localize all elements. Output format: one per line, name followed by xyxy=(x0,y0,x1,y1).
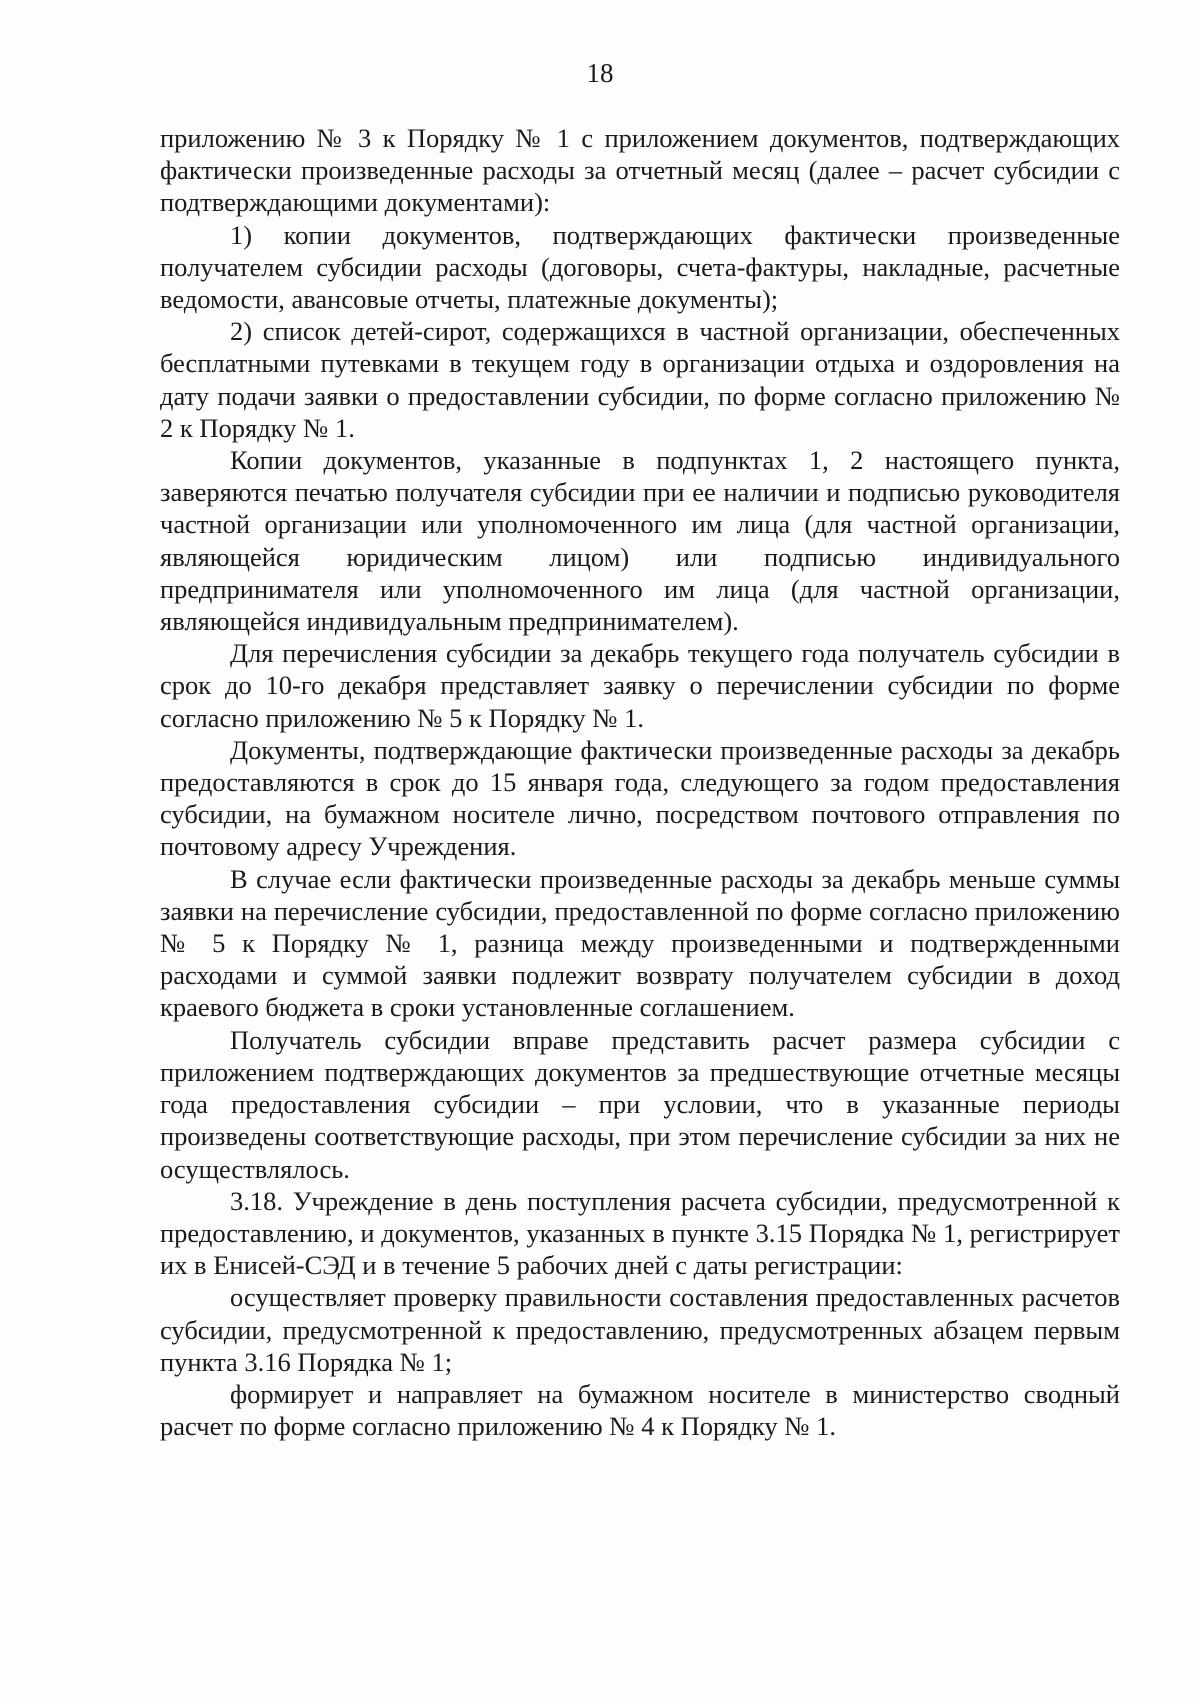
page-number: 18 xyxy=(586,58,614,88)
paragraph-section-3-18: 3.18. Учреждение в день поступления расчета субсидии, предусмотренной к предоставлению, и документов, указанных в пункте 3.15 Порядка № 1, регистрирует их в Енисей-СЭД и в течение 5 рабочих дней с даты регистрации: xyxy=(160,1185,1120,1281)
paragraph-item-1: 1) копии документов, подтверждающих фактически произведенные получателем субсидии расходы (договоры, счета-фактуры, накладные, расчетные ведомости, авансовые отчеты, платежные документы); xyxy=(160,219,1120,315)
paragraph-previous-months: Получатель субсидии вправе представить расчет размера субсидии с приложением подтверждающих документов за предшествующие отчетные месяцы года предоставления субсидии – при условии, что в указанные периоды произведены соответствующие расходы, при этом перечисление субсидии за них не осуществлялось. xyxy=(160,1024,1120,1184)
paragraph-december-transfer: Для перечисления субсидии за декабрь текущего года получатель субсидии в срок до 10-го декабря представляет заявку о перечислении субсидии по форме согласно приложению № 5 к Порядку № 1. xyxy=(160,638,1120,733)
paragraph-copies: Копии документов, указанные в подпунктах 1, 2 настоящего пункта, заверяются печатью получателя субсидии при ее наличии и подписью руководителя частной организации или уполномоченного им лица (для частной организации, являющейся юридическим лицом) или подписью индивидуального предпринимателя или уполномоченного им лица (для частной организации, являющейся индивидуальным предпринимателем). xyxy=(160,445,1120,637)
paragraph-summary: формирует и направляет на бумажном носителе в министерство сводный расчет по форме согласно приложению № 4 к Порядку № 1. xyxy=(160,1378,1120,1442)
paragraph-december-documents: Документы, подтверждающие фактически произведенные расходы за декабрь предоставляются в срок до 15 января года, следующего за годом предоставления субсидии, на бумажном носителе лично, посредством почтового отправления по почтовому адресу Учреждения. xyxy=(160,734,1120,862)
paragraph-item-2: 2) список детей-сирот, содержащихся в частной организации, обеспеченных бесплатными путевками в текущем году в организации отдыха и оздоровления на дату подачи заявки о предоставлении субсидии, по форме согласно приложению № 2 к Порядку № 1. xyxy=(160,316,1120,443)
paragraph-continuation: приложению № 3 к Порядку № 1 с приложением документов, подтверждающих фактически произведенные расходы за отчетный месяц (далее – расчет субсидии с подтверждающими документами): xyxy=(160,123,1120,218)
paragraph-check: осуществляет проверку правильности составления предоставленных расчетов субсидии, предусмотренной к предоставлению, предусмотренных абзацем первым пункта 3.16 Порядка № 1; xyxy=(160,1282,1120,1377)
document-body xyxy=(160,122,1120,1442)
paragraph-refund: В случае если фактически произведенные расходы за декабрь меньше суммы заявки на перечисление субсидии, предоставленной по форме согласно приложению № 5 к Порядку № 1, разница между произведенными и подтвержденными расходами и суммой заявки подлежит возврату получателем субсидии в доход краевого бюджета в сроки установленные соглашением. xyxy=(160,863,1120,1023)
